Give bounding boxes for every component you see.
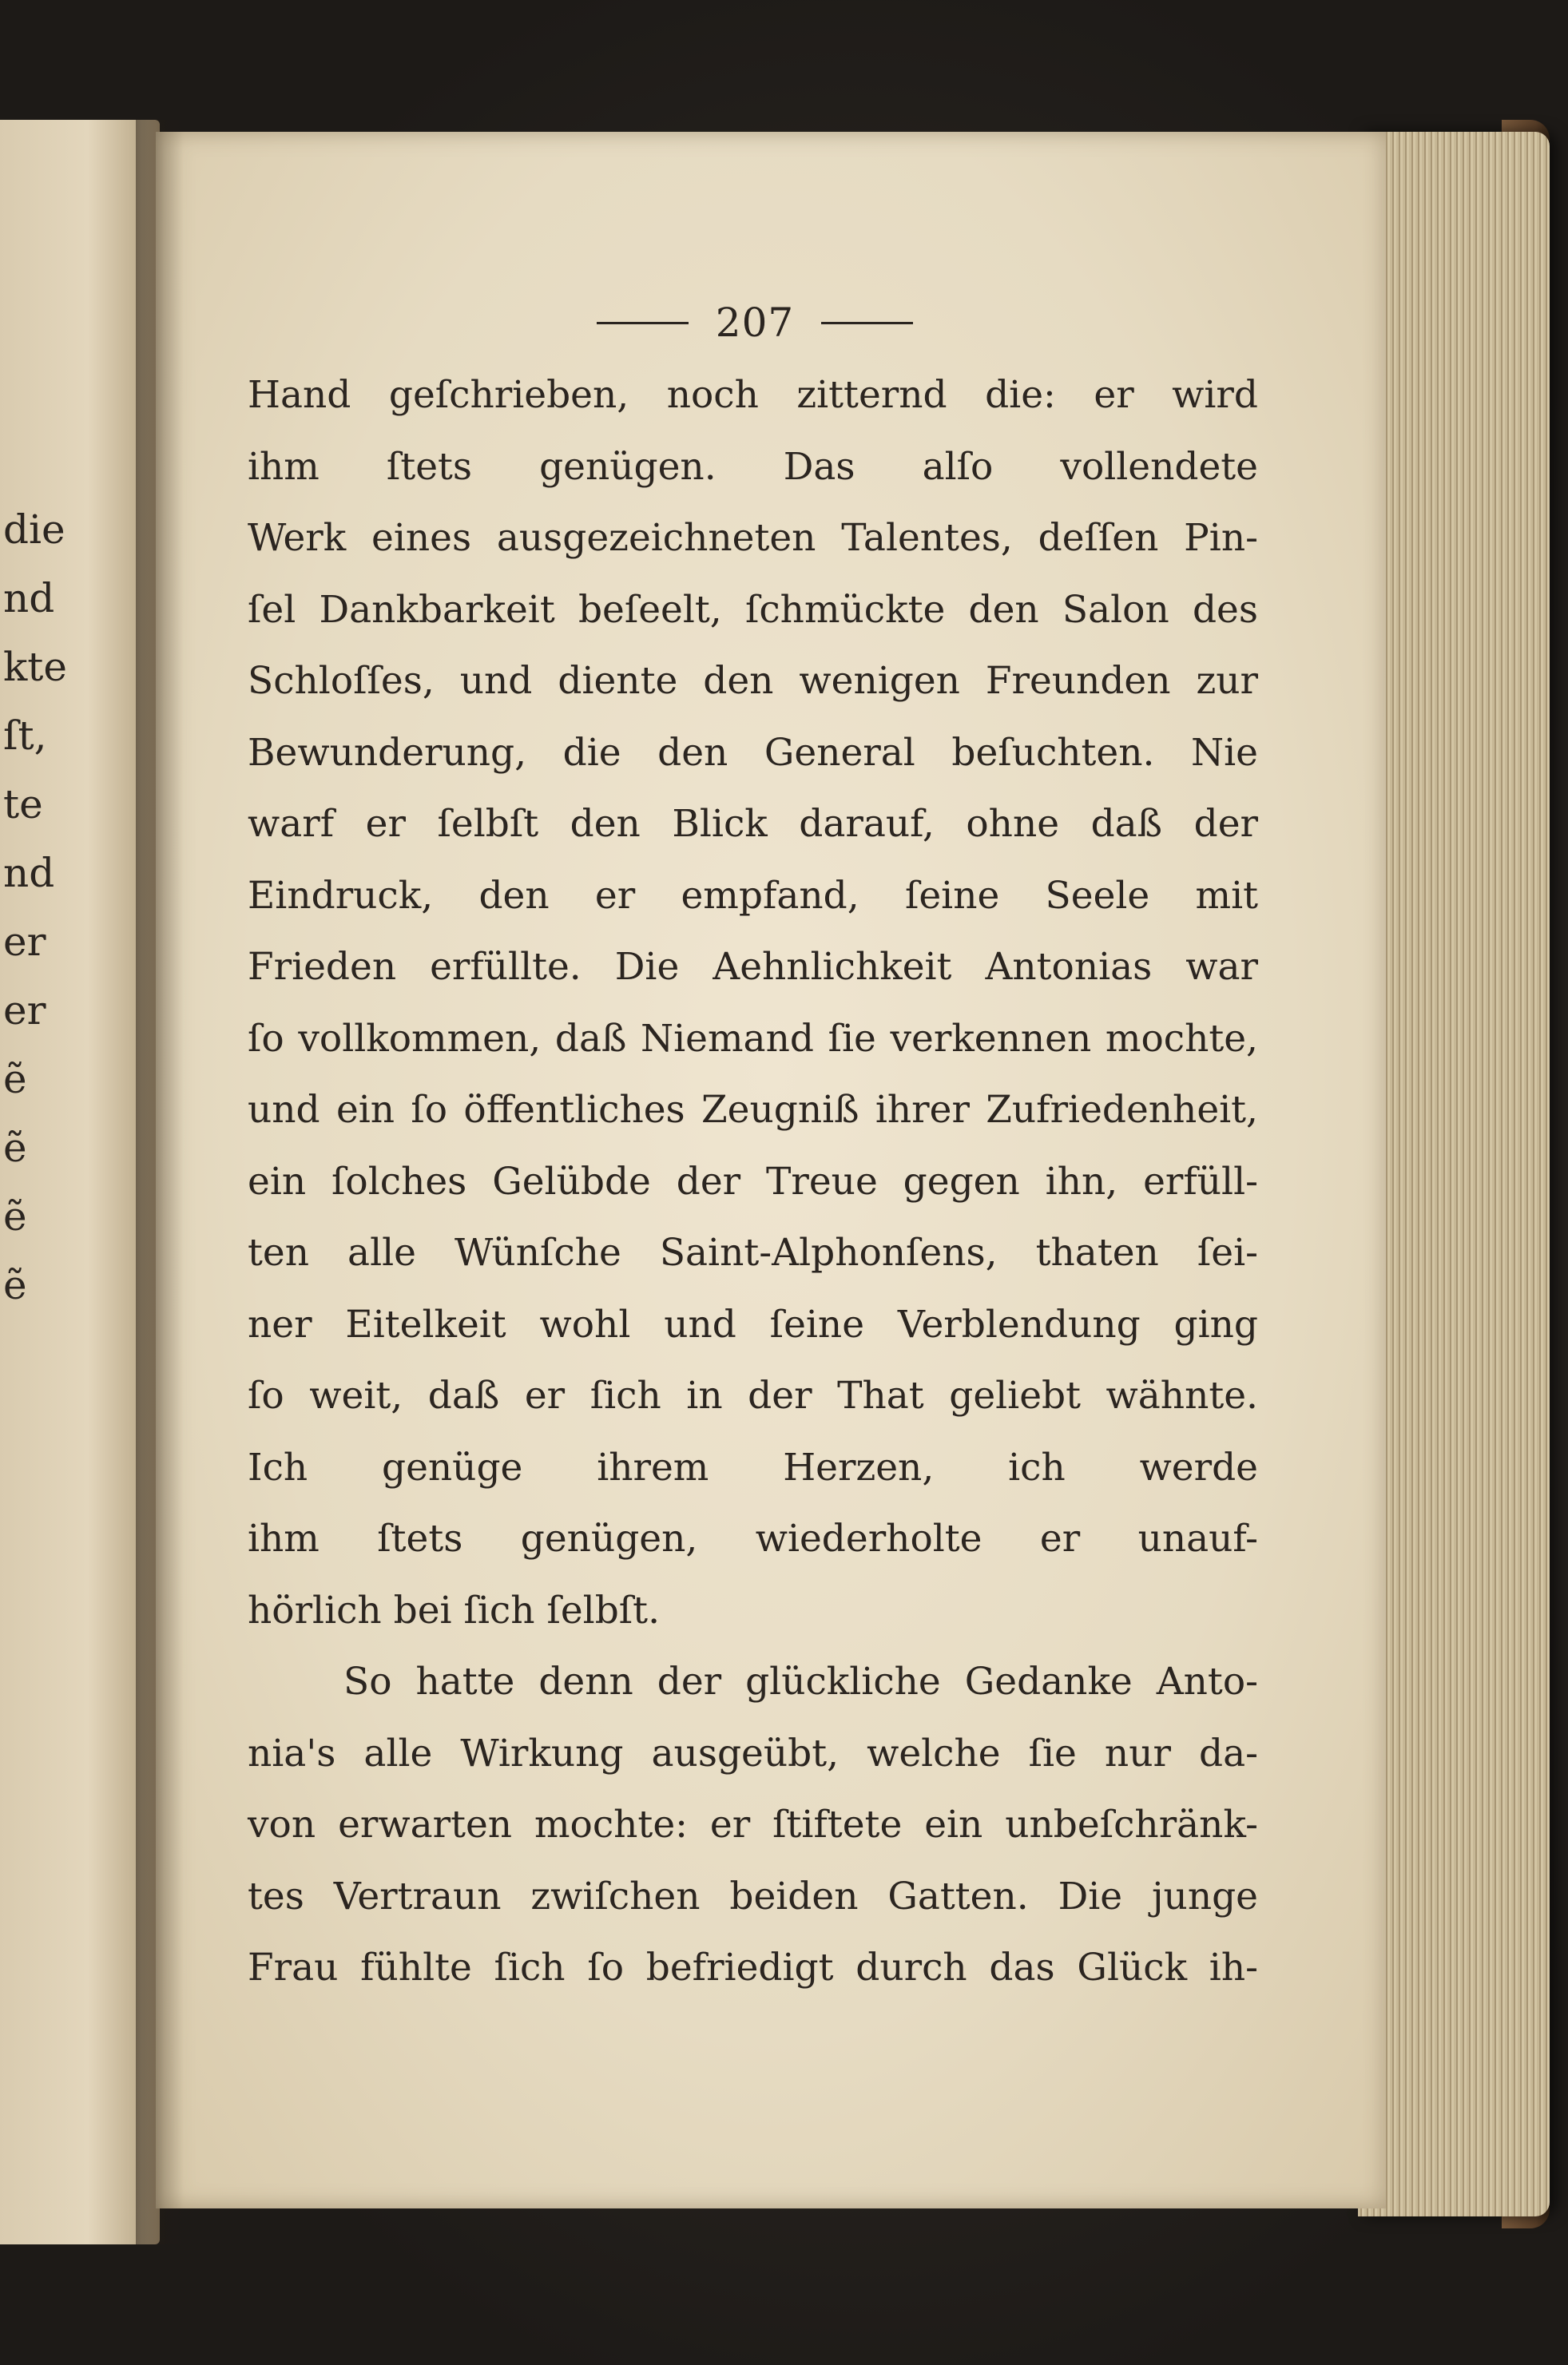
- body-text: [248, 359, 1258, 2004]
- text-line: Werk eines ausgezeichneten Talentes, deſſen Pin-: [248, 516, 1258, 560]
- edge-fragment: ẽ: [3, 1193, 27, 1240]
- edge-fragment: ẽ: [3, 1125, 27, 1171]
- edge-fragment: er: [3, 987, 46, 1034]
- text-line: von erwarten mochte: er ſtiftete ein unbeſchränk-: [248, 1803, 1258, 1847]
- edge-fragment: ſt,: [3, 712, 47, 759]
- text-line: ſo vollkommen, daß Niemand ſie verkennen mochte,: [248, 1016, 1258, 1061]
- edge-fragment: nd: [3, 575, 55, 621]
- text-line: tes Vertraun zwiſchen beiden Gatten. Die junge: [248, 1874, 1258, 1919]
- text-line: Hand geſchrieben, noch zitternd die: er wird: [248, 373, 1258, 417]
- text-line: ihm ſtets genügen, wiederholte er unauf-: [248, 1517, 1258, 1561]
- header-rule-right: [821, 322, 913, 324]
- text-line: So hatte denn der glückliche Gedanke Anto-: [343, 1660, 1258, 1704]
- text-line: Frau fühlte ſich ſo befriedigt durch das Glück ih-: [248, 1946, 1258, 1990]
- gutter-shadow: [136, 120, 184, 2244]
- text-line: und ein ſo öffentliches Zeugniß ihrer Zufriedenheit,: [248, 1088, 1258, 1132]
- page-block-edge: [1358, 132, 1550, 2216]
- text-line: hörlich bei ſich ſelbſt.: [248, 1588, 661, 1633]
- text-line: ſo weit, daß er ſich in der That geliebt wähnte.: [248, 1374, 1258, 1418]
- text-line: ſel Dankbarkeit beſeelt, ſchmückte den Salon des: [248, 587, 1258, 632]
- edge-fragment: te: [3, 781, 43, 827]
- book-page: [156, 132, 1386, 2208]
- edge-fragment: ẽ: [3, 1056, 27, 1102]
- page-header: [156, 300, 1354, 346]
- page-number: 207: [715, 300, 795, 346]
- edge-fragment: nd: [3, 850, 55, 896]
- text-line: nia's alle Wirkung ausgeübt, welche ſie nur da-: [248, 1731, 1258, 1776]
- text-line: Ich genüge ihrem Herzen, ich werde: [248, 1445, 1258, 1490]
- previous-page-text-fragments: [3, 495, 91, 1319]
- edge-fragment: die: [3, 506, 65, 553]
- text-line: ten alle Wünſche Saint-Alphonſens, thaten ſei-: [248, 1231, 1258, 1275]
- text-line: warf er ſelbſt den Blick darauf, ohne daß der: [248, 802, 1258, 846]
- text-line: Bewunderung, die den General beſuchten. Nie: [248, 730, 1258, 775]
- text-line: Frieden erfüllte. Die Aehnlichkeit Antonias war: [248, 945, 1258, 989]
- header-rule-left: [597, 322, 689, 324]
- edge-fragment: er: [3, 919, 46, 965]
- edge-fragment: ẽ: [3, 1262, 27, 1308]
- text-line: ner Eitelkeit wohl und ſeine Verblendung ging: [248, 1302, 1258, 1347]
- text-line: Eindruck, den er empfand, ſeine Seele mit: [248, 873, 1258, 918]
- edge-fragment: kte: [3, 644, 67, 690]
- text-line: ihm ſtets genügen. Das alſo vollendete: [248, 444, 1258, 489]
- text-line: ein ſolches Gelübde der Treue gegen ihn, erfüll-: [248, 1159, 1258, 1204]
- text-line: Schloſſes, und diente den wenigen Freunden zur: [248, 659, 1258, 703]
